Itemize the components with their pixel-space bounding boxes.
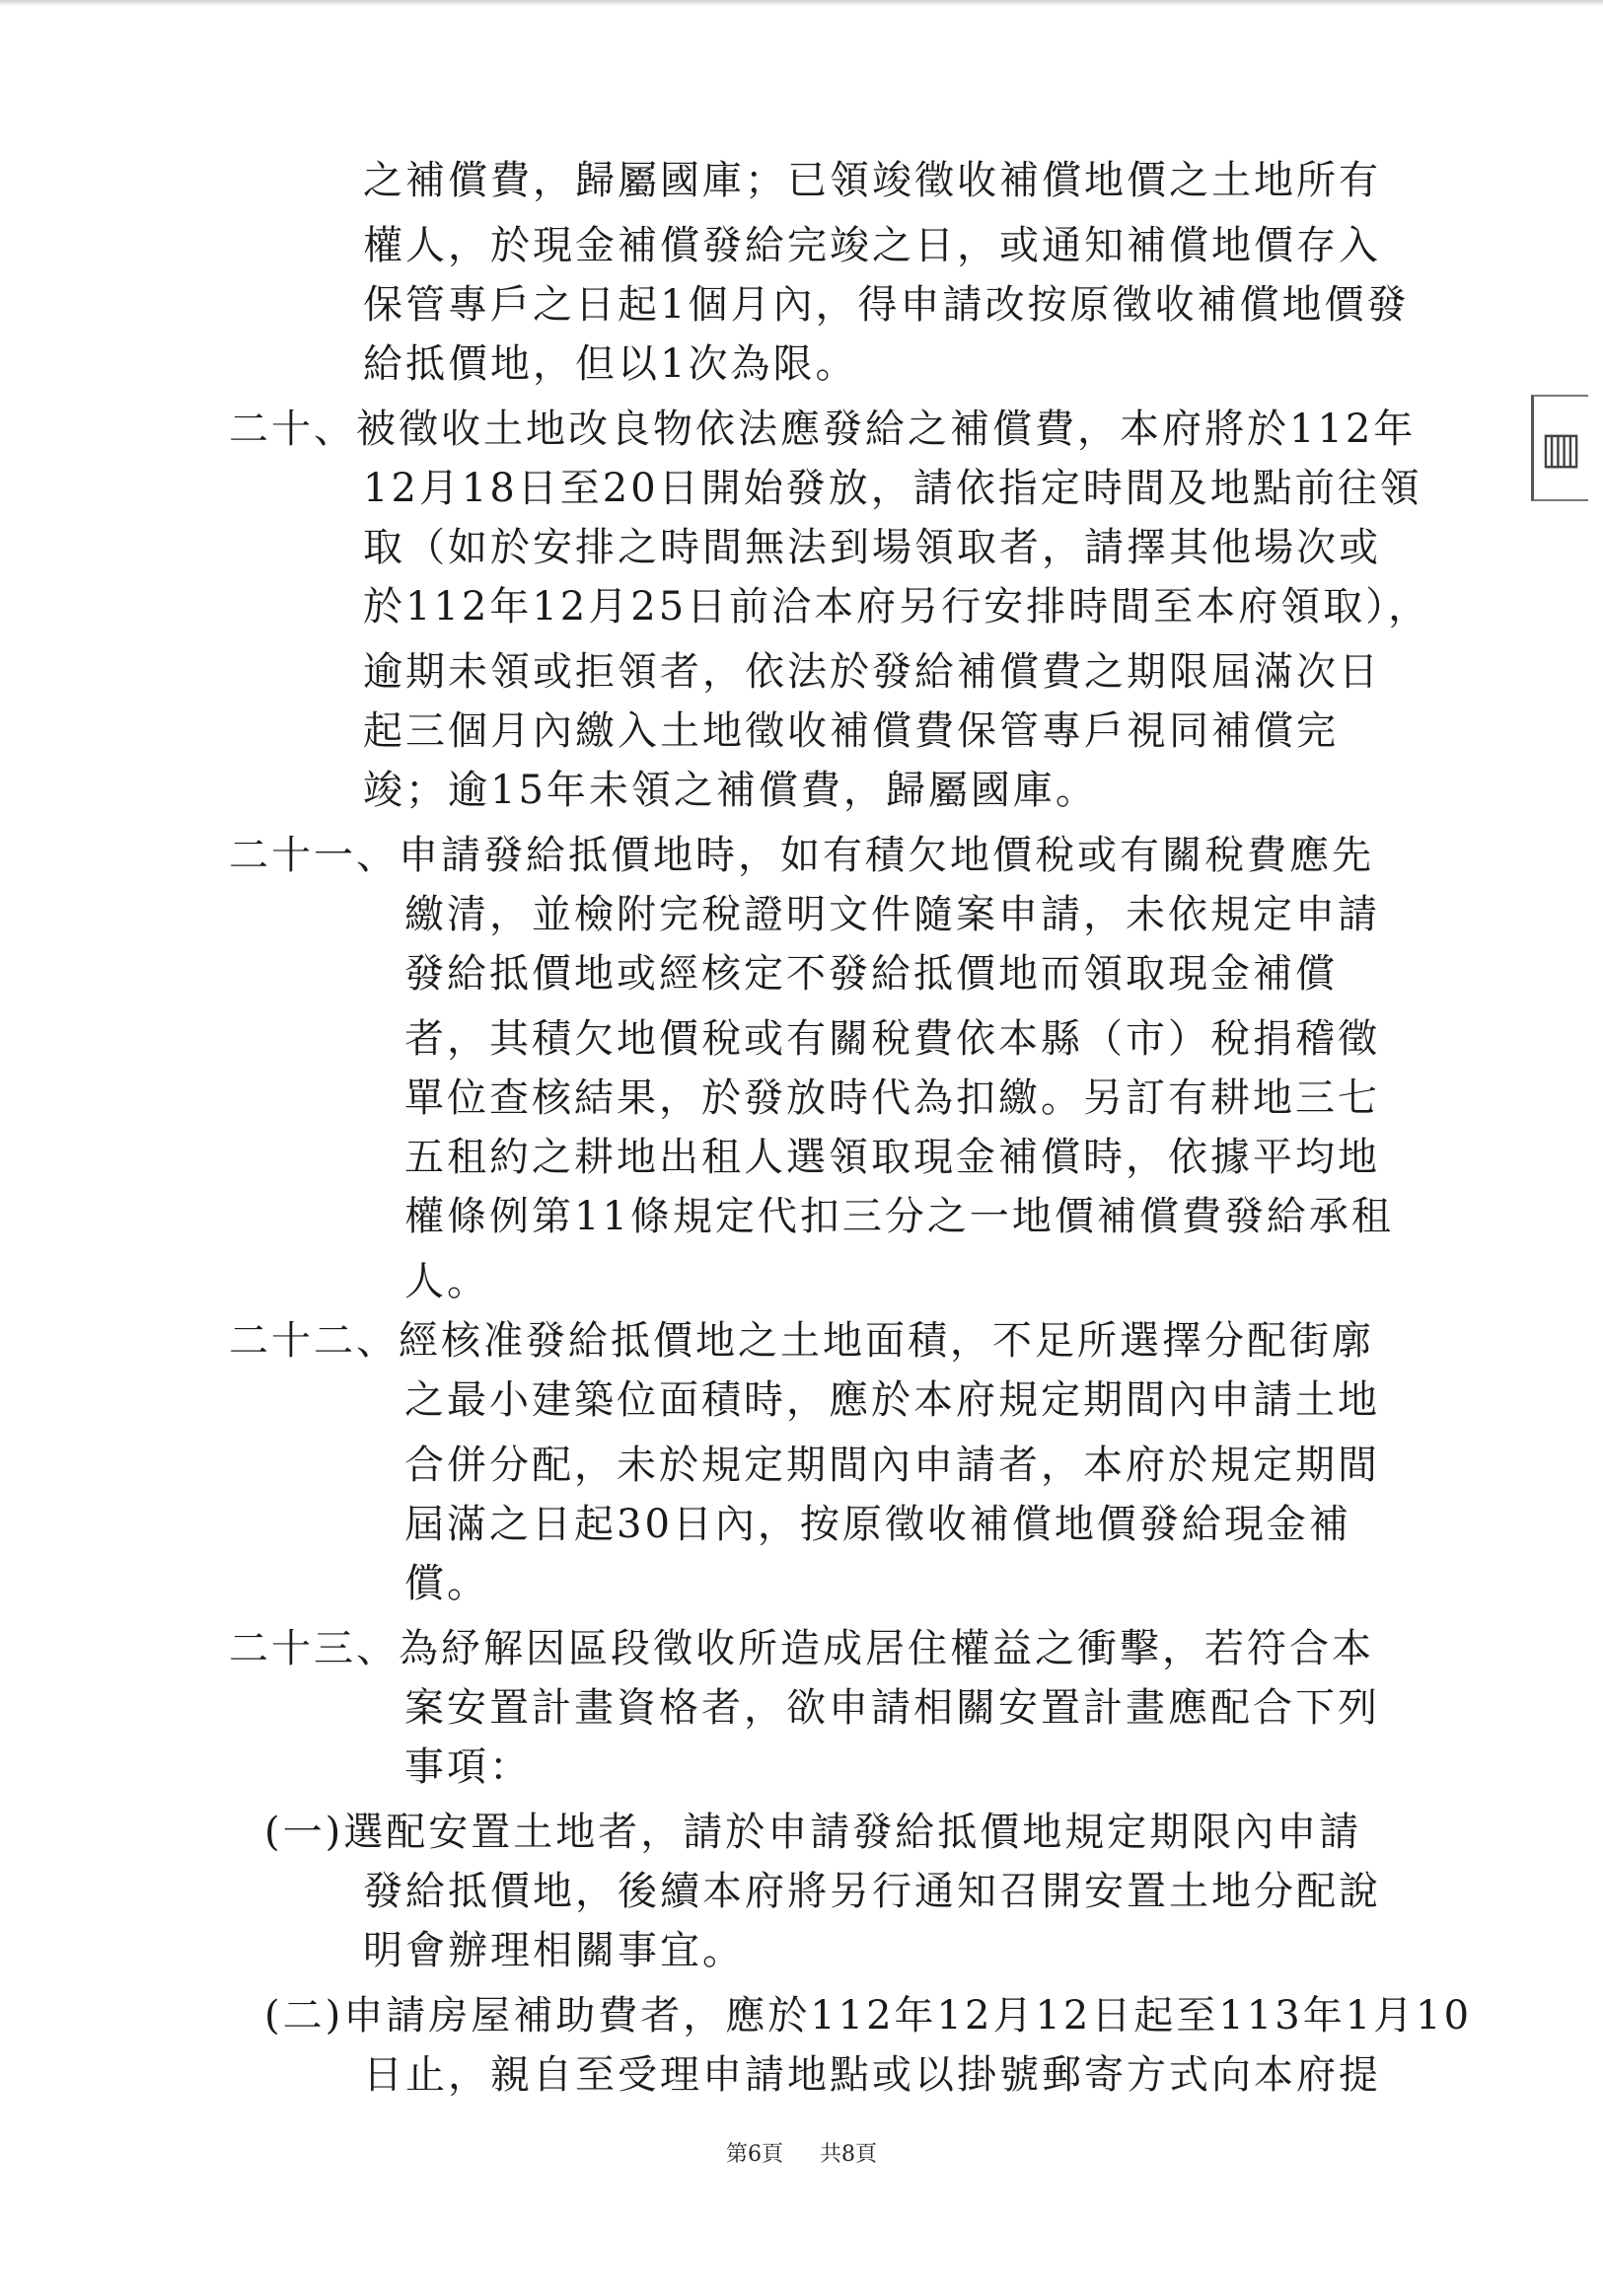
item-23-heading: 二十三、為紓解因區段徵收所造成居住權益之衝擊，若符合本 [229,1626,1374,1671]
text-line-30: 明會辦理相關事宜。 [363,1928,745,1973]
text-line-13: 繳清，並檢附完稅證明文件隨案申請，未依規定申請 [404,892,1380,937]
text-line-8: 於112年12月25日前洽本府另行安排時間至本府領取）， [363,584,1431,630]
text-line-1: 之補償費，歸屬國庫；已領竣徵收補償地價之土地所有 [363,158,1381,203]
text-line-7: 取（如於安排之時間無法到場領取者，請擇其他場次或 [363,525,1381,570]
text-line-26: 案安置計畫資格者，欲申請相關安置計畫應配合下列 [404,1685,1380,1731]
text-line-6: 12月18日至20日開始發放，請依指定時間及地點前往領 [363,466,1422,511]
scan-top-edge [0,0,1603,6]
text-line-10: 起三個月內繳入土地徵收補償費保管專戶視同補償完 [363,708,1339,754]
text-line-9: 逾期未領或拒領者，依法於發給補償費之期限屆滿次日 [363,649,1381,695]
text-line-22: 合併分配，未於規定期間內申請者，本府於規定期間 [404,1443,1380,1488]
text-line-17: 五租約之耕地出租人選領取現金補償時，依據平均地 [404,1135,1380,1180]
text-line-18: 權條例第11條規定代扣三分之一地價補償費發給承租 [404,1194,1394,1239]
text-line-3: 保管專戶之日起1個月內，得申請改按原徵收補償地價發 [363,282,1410,328]
text-line-23: 屆滿之日起30日內，按原徵收補償地價發給現金補 [404,1502,1351,1547]
subitem-2-heading: (二)申請房屋補助費者，應於112年12月12日起至113年1月10 [264,1993,1473,2038]
text-line-29: 發給抵價地，後續本府將另行通知召開安置土地分配說 [363,1869,1381,1914]
text-line-24: 償。 [404,1561,489,1606]
item-20-heading: 二十、被徵收土地改良物依法應發給之補償費，本府將於112年 [229,407,1417,452]
text-line-21: 之最小建築位面積時，應於本府規定期間內申請土地 [404,1377,1380,1423]
text-line-32: 日止，親自至受理申請地點或以掛號郵寄方式向本府提 [363,2052,1381,2098]
text-line-16: 單位查核結果，於發放時代為扣繳。另訂有耕地三七 [404,1075,1380,1121]
text-line-27: 事項： [404,1744,532,1790]
item-21-heading: 二十一、申請發給抵價地時，如有積欠地價稅或有關稅費應先 [229,833,1374,878]
text-line-19: 人。 [404,1259,489,1304]
page-total: 共8頁 [820,2142,877,2167]
seal-stamp-icon: ▥ [1531,395,1588,501]
text-line-14: 發給抵價地或經核定不發給抵價地而領取現金補償 [404,951,1338,997]
subitem-1-heading: (一)選配安置土地者，請於申請發給抵價地規定期限內申請 [264,1810,1362,1855]
page-footer [0,2137,1603,2168]
text-line-2: 權人，於現金補償發給完竣之日，或通知補償地價存入 [363,223,1381,268]
page-number: 第6頁 [726,2142,783,2167]
text-line-4: 給抵價地，但以1次為限。 [363,341,858,387]
text-line-11: 竣；逾15年未領之補償費，歸屬國庫。 [363,768,1098,813]
text-line-15: 者，其積欠地價稅或有關稅費依本縣（市）稅捐稽徵 [404,1016,1380,1062]
item-22-heading: 二十二、經核准發給抵價地之土地面積，不足所選擇分配街廓 [229,1318,1374,1364]
